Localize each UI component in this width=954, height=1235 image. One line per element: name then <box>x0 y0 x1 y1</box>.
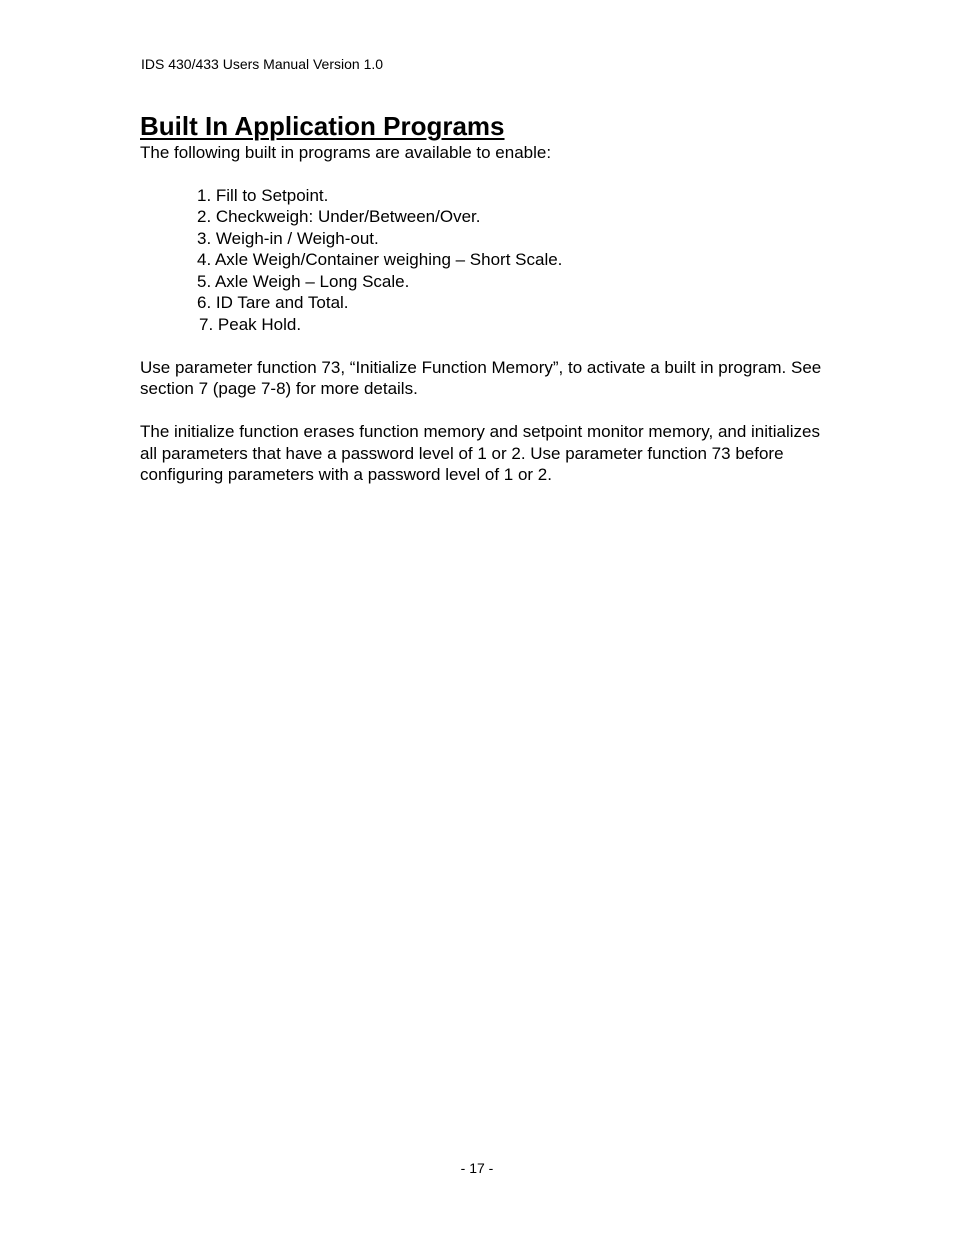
program-list <box>197 185 830 336</box>
initialize-paragraph: The initialize function erases function memory and setpoint monitor memory, and initializes all parameters that have a password level of 1 or 2. Use parameter function 73 before configuring parameters with a password level of 1 or 2. <box>140 422 820 484</box>
list-item: 3. Weigh-in / Weigh-out. <box>197 228 379 248</box>
list-item: 2. Checkweigh: Under/Between/Over. <box>197 207 481 226</box>
activation-paragraph: Use parameter function 73, “Initialize Function Memory”, to activate a built in program. See section 7 (page 7-8) for more details. <box>140 357 822 398</box>
running-header: IDS 430/433 Users Manual Version 1.0 <box>141 56 384 72</box>
list-item: 4. Axle Weigh/Container weighing – Short Scale. <box>197 250 563 269</box>
page-content <box>140 110 830 486</box>
list-item: 6. ID Tare and Total. <box>197 293 349 312</box>
section-title: Built In Application Programs <box>140 111 505 141</box>
page-number: - 17 - <box>460 1160 494 1176</box>
intro-text: The following built in programs are available to enable: <box>140 143 552 162</box>
list-item: 5. Axle Weigh – Long Scale. <box>197 271 410 291</box>
list-item: 7. Peak Hold. <box>199 314 302 334</box>
list-item: 1. Fill to Setpoint. <box>197 185 329 205</box>
